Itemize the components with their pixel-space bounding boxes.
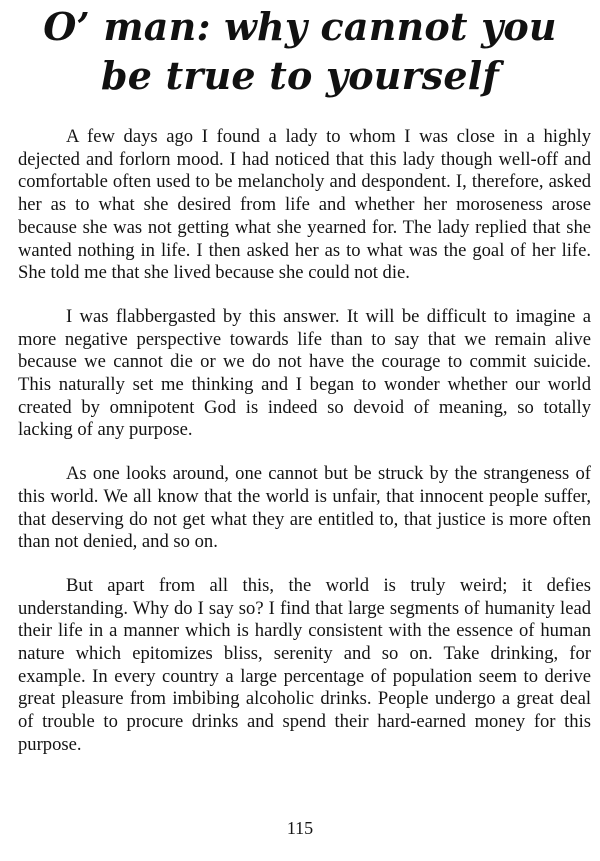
chapter-title: O’ man: why cannot you be true to yourself xyxy=(43,4,557,98)
paragraph-2: I was flabbergasted by this answer. It will be difficult to imagine a more negative perspective towards life than to say that we remain alive because we cannot die or we do not have the courage to commit suicide. This naturally set me thinking and I began to wonder whether our world created by omnipotent God is indeed so devoid of meaning, so totally lacking of any purpose. xyxy=(18,305,591,441)
page-number: 115 xyxy=(286,818,314,838)
paragraph-1: A few days ago I found a lady to whom I was close in a highly dejected and forlorn mood. I had noticed that this lady though well-off and comfortable often used to be melancholy and despondent. I, therefore, asked her as to what she desired from life and whether her moroseness arose because she was not getting what she yearned for. The lady replied that she wanted nothing in life. I then asked her as to what was the goal of her life. She told me that she lived because she could not die. xyxy=(18,126,591,284)
paragraph-3: As one looks around, one cannot but be struck by the strangeness of this world. We all know that the world is unfair, that innocent people suffer, that deserving do not get what they are entitled to, that justice is more often than not denied, and so on. xyxy=(18,463,591,553)
paragraph-4: But apart from all this, the world is truly weird; it defies understanding. Why do I say so? I find that large segments of humanity lead their life in a manner which is hardly consistent with the essence of human nature which epitomizes bliss, serenity and so on. Take drinking, for example. In every country a large percentage of population seem to derive great pleasure from imbibing alcoholic drinks. People undergo a great deal of trouble to procure drinks and spend their hard-earned money for this purpose. xyxy=(18,574,591,755)
chapter-body xyxy=(18,126,591,778)
